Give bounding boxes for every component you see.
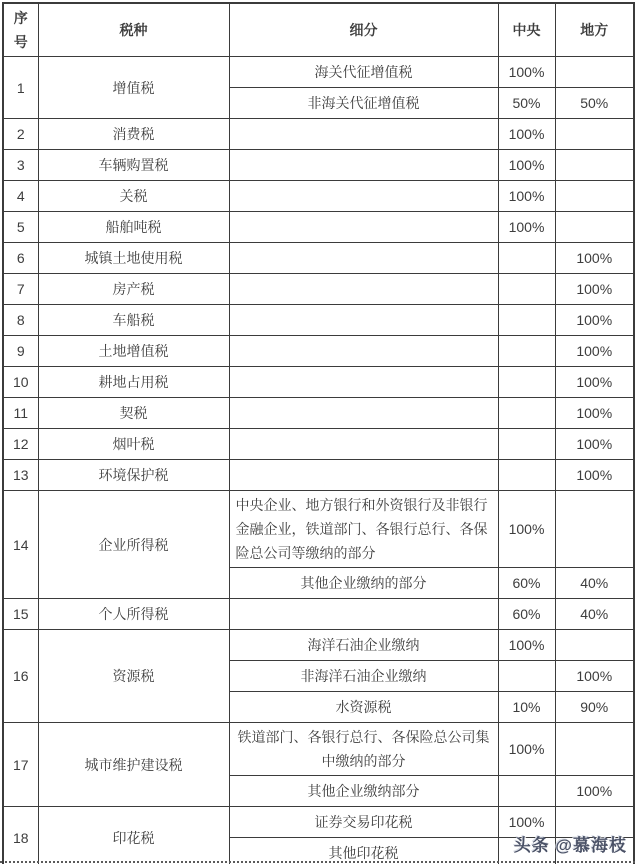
cell-detail: 证券交易印花税 — [229, 807, 498, 838]
cell-no: 15 — [3, 599, 38, 630]
cell-tax: 资源税 — [38, 630, 229, 723]
cell-tax: 城镇土地使用税 — [38, 243, 229, 274]
table-row — [3, 336, 634, 367]
cell-local-share: 100% — [555, 336, 634, 367]
cell-local-share: 100% — [555, 661, 634, 692]
cell-tax: 耕地占用税 — [38, 367, 229, 398]
cell-central-share: 100% — [498, 150, 555, 181]
cell-central-share: 100% — [498, 630, 555, 661]
cell-central-share — [498, 243, 555, 274]
cell-local-share: 100% — [555, 776, 634, 807]
table-row — [3, 807, 634, 838]
cell-no: 3 — [3, 150, 38, 181]
cell-central-share: 60% — [498, 599, 555, 630]
table-row — [3, 630, 634, 661]
cell-no: 10 — [3, 367, 38, 398]
table-row — [3, 491, 634, 568]
cell-tax: 增值税 — [38, 57, 229, 119]
table-row — [3, 429, 634, 460]
cell-no: 1 — [3, 57, 38, 119]
cell-central-share — [498, 661, 555, 692]
cell-central-share — [498, 398, 555, 429]
cell-no: 13 — [3, 460, 38, 491]
cell-local-share: 100% — [555, 243, 634, 274]
cell-central-share: 10% — [498, 692, 555, 723]
cell-tax: 印花税 — [38, 807, 229, 864]
cell-central-share — [498, 305, 555, 336]
cell-no: 11 — [3, 398, 38, 429]
cell-tax: 土地增值税 — [38, 336, 229, 367]
cell-central-share — [498, 367, 555, 398]
watermark: 头条 @慕海枝 — [513, 836, 627, 855]
cell-local-share: 50% — [555, 88, 634, 119]
cell-local-share: 100% — [555, 305, 634, 336]
cell-central-share: 100% — [498, 181, 555, 212]
table-row — [3, 398, 634, 429]
cell-central-share: 100% — [498, 723, 555, 776]
header-no: 序号 — [3, 3, 38, 57]
cell-local-share: 100% — [555, 429, 634, 460]
cell-detail: 非海洋石油企业缴纳 — [229, 661, 498, 692]
header-row — [3, 3, 634, 57]
cell-tax: 船舶吨税 — [38, 212, 229, 243]
cell-local-share: 100% — [555, 460, 634, 491]
table-row — [3, 367, 634, 398]
cell-detail: 非海关代征增值税 — [229, 88, 498, 119]
cell-no: 18 — [3, 807, 38, 864]
cell-central-share: 100% — [498, 807, 555, 838]
table-row — [3, 243, 634, 274]
table-row — [3, 305, 634, 336]
cell-local-share: 100% — [555, 367, 634, 398]
cell-local-share — [555, 807, 634, 838]
cell-no: 16 — [3, 630, 38, 723]
cell-central-share: 100% — [498, 57, 555, 88]
cell-local-share — [555, 181, 634, 212]
cell-tax: 环境保护税 — [38, 460, 229, 491]
cell-detail — [229, 243, 498, 274]
cell-detail — [229, 274, 498, 305]
table-row — [3, 274, 634, 305]
cell-central-share: 100% — [498, 491, 555, 568]
cell-detail — [229, 150, 498, 181]
cell-central-share — [498, 429, 555, 460]
cell-central-share: 60% — [498, 568, 555, 599]
cell-local-share: 100% — [555, 274, 634, 305]
cell-no: 6 — [3, 243, 38, 274]
header-tax: 税种 — [38, 3, 229, 57]
cell-local-share — [555, 212, 634, 243]
table-row — [3, 460, 634, 491]
cell-central-share: 100% — [498, 119, 555, 150]
cell-detail — [229, 336, 498, 367]
cell-detail: 海关代征增值税 — [229, 57, 498, 88]
cell-tax: 烟叶税 — [38, 429, 229, 460]
cell-detail: 其他印花税 — [229, 838, 498, 864]
header-local: 地方 — [555, 3, 634, 57]
cell-detail: 海洋石油企业缴纳 — [229, 630, 498, 661]
cell-local-share: 100% — [555, 398, 634, 429]
table-row — [3, 723, 634, 776]
cell-local-share: 40% — [555, 568, 634, 599]
cell-detail: 中央企业、地方银行和外资银行及非银行金融企业，铁道部门、各银行总行、各保险总公司等缴纳的部分 — [229, 491, 498, 568]
cell-no: 5 — [3, 212, 38, 243]
table-row — [3, 599, 634, 630]
cell-tax: 个人所得税 — [38, 599, 229, 630]
cell-tax: 消费税 — [38, 119, 229, 150]
cell-local-share — [555, 630, 634, 661]
cell-no: 9 — [3, 336, 38, 367]
table-row — [3, 150, 634, 181]
cell-local-share — [555, 150, 634, 181]
cell-no: 14 — [3, 491, 38, 599]
cell-no: 7 — [3, 274, 38, 305]
cell-tax: 企业所得税 — [38, 491, 229, 599]
table-row — [3, 57, 634, 88]
cell-detail — [229, 460, 498, 491]
cell-detail — [229, 119, 498, 150]
cell-tax: 车辆购置税 — [38, 150, 229, 181]
cell-detail: 水资源税 — [229, 692, 498, 723]
cell-central-share — [498, 460, 555, 491]
cell-central-share — [498, 274, 555, 305]
cell-central-share: 50% — [498, 88, 555, 119]
cell-no: 8 — [3, 305, 38, 336]
cell-no: 17 — [3, 723, 38, 807]
cell-detail — [229, 367, 498, 398]
cell-local-share — [555, 57, 634, 88]
table-body — [3, 57, 634, 864]
cell-detail — [229, 429, 498, 460]
cell-tax: 关税 — [38, 181, 229, 212]
cell-detail — [229, 599, 498, 630]
header-central: 中央 — [498, 3, 555, 57]
cell-detail: 铁道部门、各银行总行、各保险总公司集中缴纳的部分 — [229, 723, 498, 776]
cell-tax: 房产税 — [38, 274, 229, 305]
cell-central-share: 100% — [498, 212, 555, 243]
cell-tax: 城市维护建设税 — [38, 723, 229, 807]
cell-detail — [229, 212, 498, 243]
tax-sharing-table — [2, 2, 635, 864]
page-edge-dotted-line — [0, 861, 635, 863]
cell-local-share — [555, 119, 634, 150]
cell-no: 2 — [3, 119, 38, 150]
cell-tax: 车船税 — [38, 305, 229, 336]
cell-detail — [229, 305, 498, 336]
cell-local-share — [555, 491, 634, 568]
table-row — [3, 181, 634, 212]
cell-detail: 其他企业缴纳的部分 — [229, 568, 498, 599]
cell-local-share — [555, 723, 634, 776]
cell-central-share — [498, 776, 555, 807]
cell-detail — [229, 398, 498, 429]
cell-local-share: 40% — [555, 599, 634, 630]
header-detail: 细分 — [229, 3, 498, 57]
cell-tax: 契税 — [38, 398, 229, 429]
cell-detail — [229, 181, 498, 212]
cell-no: 12 — [3, 429, 38, 460]
cell-central-share — [498, 336, 555, 367]
table-row — [3, 119, 634, 150]
table-row — [3, 212, 634, 243]
cell-detail: 其他企业缴纳部分 — [229, 776, 498, 807]
cell-no: 4 — [3, 181, 38, 212]
cell-local-share: 90% — [555, 692, 634, 723]
